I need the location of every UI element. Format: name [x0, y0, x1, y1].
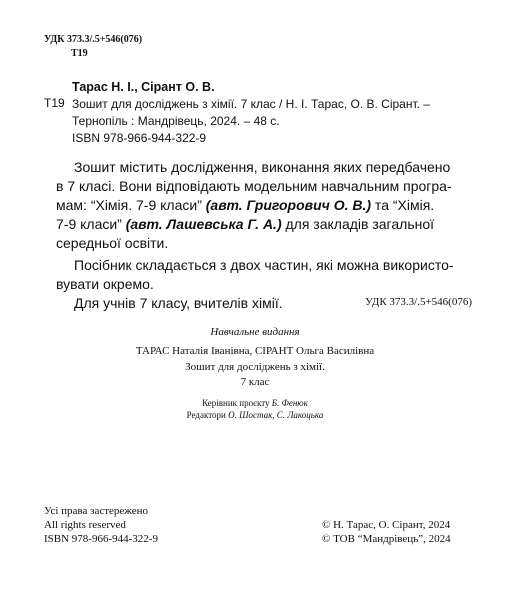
- biblio-line: Тернопіль : Мандрівець, 2024. – 48 с.: [72, 114, 280, 128]
- udk-header: УДК 373.3/.5+546(076): [44, 34, 143, 45]
- author-code-header: Т19: [71, 48, 88, 59]
- annotation-text: та “Хімія.: [371, 197, 435, 213]
- annotation-text: 7-9 класи”: [56, 216, 126, 232]
- annotation-line: Зошит містить дослідження, виконання яких передбачено: [74, 159, 451, 175]
- edition-grade: 7 клас: [240, 376, 270, 388]
- annotation-line: в 7 класі. Вони відповідають модельним навчальним програ-: [56, 178, 452, 194]
- editors: [0, 410, 510, 420]
- annotation-audience: Для учнів 7 класу, вчителів хімії.: [74, 295, 283, 311]
- annotation-text: для закладів загальної: [281, 216, 435, 232]
- biblio-code: Т19: [44, 96, 65, 110]
- annotation-line: середньої освіти.: [56, 235, 169, 251]
- annotation-line: Посібник складається з двох частин, які можна використо-: [74, 257, 454, 273]
- author-ref: (авт. Григорович О. В.): [205, 197, 372, 213]
- copyright-publisher: © ТОВ “Мандрівець”, 2024: [322, 533, 451, 545]
- udk-classification: УДК 373.3/.5+546(076): [365, 296, 472, 308]
- staff-name: О. Шостак, С. Лакоцька: [228, 410, 324, 420]
- rights-reserved-ua: Усі права застережено: [44, 505, 149, 517]
- staff-label: Редактори: [186, 410, 229, 420]
- rights-reserved-en: All rights reserved: [44, 519, 126, 531]
- edition-title: Зошит для досліджень з хімії.: [185, 361, 325, 373]
- edition-type: Навчальне видання: [210, 326, 300, 338]
- footer-isbn: ISBN 978-966-944-322-9: [44, 533, 158, 545]
- author-ref: (авт. Лашевська Г. А.): [125, 216, 282, 232]
- annotation-line: [56, 215, 434, 234]
- edition-authors: ТАРАС Наталія Іванівна, СІРАНТ Ольга Василівна: [135, 345, 375, 357]
- biblio-line: Зошит для досліджень з хімії. 7 клас / Н. І. Тарас, О. В. Сірант. –: [72, 97, 430, 111]
- annotation-line: вувати окремо.: [56, 276, 154, 292]
- annotation-line: [56, 196, 434, 215]
- project-lead: [0, 398, 510, 408]
- staff-name: Б. Фенюк: [271, 398, 308, 408]
- biblio-authors: Тарас Н. І., Сірант О. В.: [72, 80, 215, 94]
- biblio-isbn: ISBN 978-966-944-322-9: [72, 131, 207, 145]
- annotation-text: мам: “Хімія. 7-9 класи”: [56, 197, 206, 213]
- staff-label: Керівник проєкту: [202, 398, 272, 408]
- copyright-authors: © Н. Тарас, О. Сірант, 2024: [322, 519, 451, 531]
